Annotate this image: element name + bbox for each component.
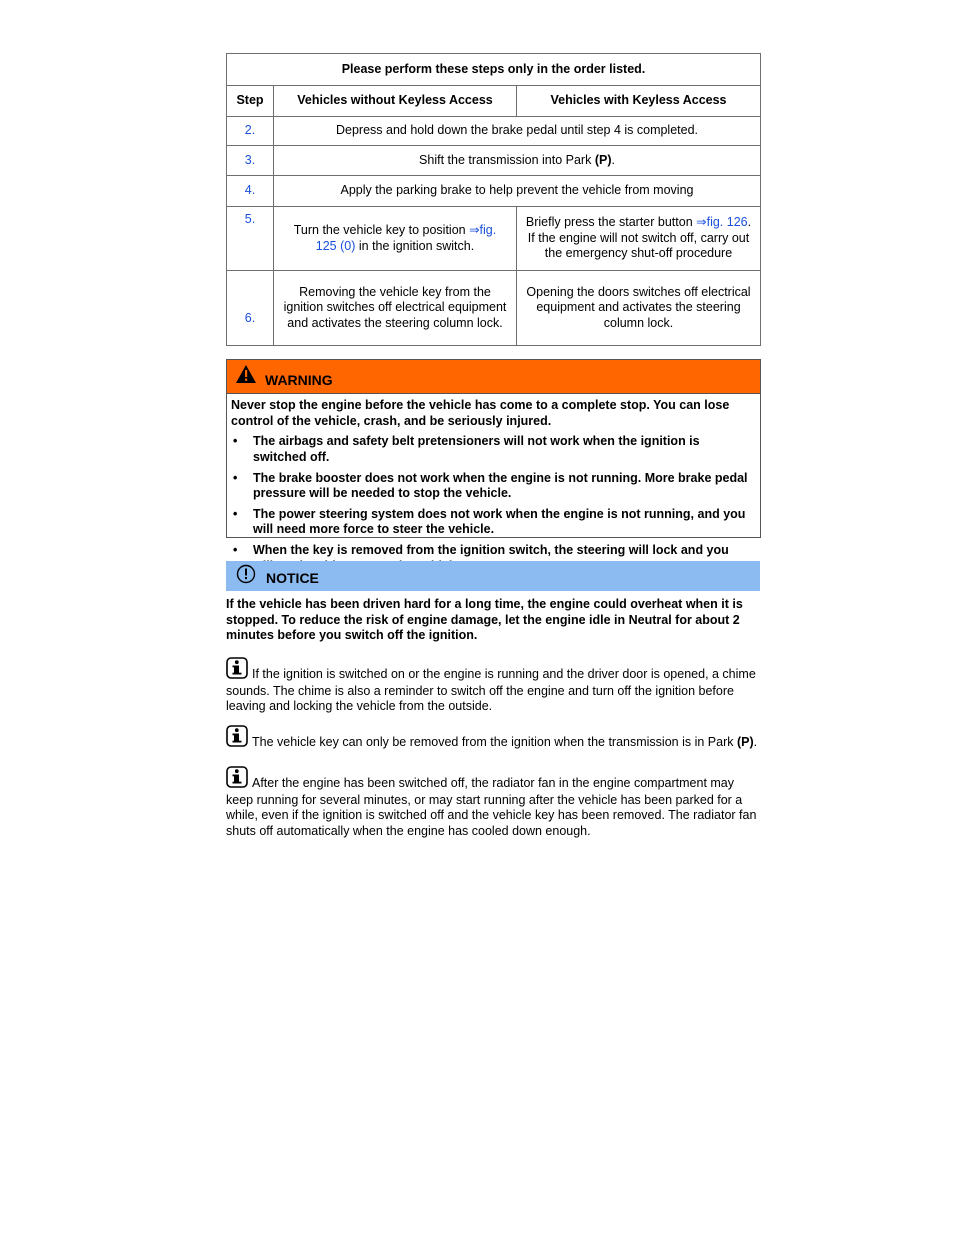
step-text-with-keyless: Briefly press the starter button ⇒fig. 126. If the engine will not switch off, carry out the emergency shut-off procedure [517,207,761,271]
table-row [227,207,761,271]
step-text-without-keyless: Removing the vehicle key from the ignition switches off electrical equipment and activates the steering column lock. [274,271,517,346]
info-i-icon [226,725,248,752]
bullet-icon: • [233,470,238,485]
bullet-icon: • [233,434,238,449]
table-title: Please perform these steps only in the order listed. [227,54,761,86]
warning-body [227,394,760,574]
bullet-icon: • [233,543,238,557]
notice-exclamation-icon [236,564,256,589]
fig-126-link[interactable]: ⇒fig. 126 [696,215,748,230]
table-row [227,146,761,176]
warning-intro: Never stop the engine before the vehicle has come to a complete stop. You can lose control of the vehicle, crash, and be seriously injured. [231,398,730,428]
notice-label: NOTICE [266,570,319,587]
notice-header [226,561,760,591]
info-i-icon [226,657,248,684]
info-paragraph: If the ignition is switched on or the engine is running and the driver door is opened, a chime sounds. The chime is also a reminder to switch off the engine and turn off the ignition before leaving and locking the vehicle from the outside. [226,657,762,715]
step-text: Shift the transmission into Park (P). [274,146,761,176]
warning-bullet: • The airbags and safety belt pretensioners will not work when the ignition is switched off. [233,434,700,464]
table-header-row [227,86,761,117]
warning-label: WARNING [265,371,333,388]
info-paragraph: The vehicle key can only be removed from the ignition when the transmission is in Park (P). [226,725,762,752]
notice-text: If the vehicle has been driven hard for a long time, the engine could overheat when it is stopped. To reduce the risk of engine damage, let the engine idle in Neutral for about 2 minutes before you switch off the ignition. [226,597,743,643]
step-number[interactable]: 4. [227,176,274,207]
fig-125-link[interactable]: ⇒fig. 125 (0) [315,222,497,253]
step-number[interactable]: 5. [227,207,274,271]
info-paragraph: After the engine has been switched off, the radiator fan in the engine compartment may keep running for several minutes, or may start running after the vehicle has been parked for a while, even if the ignition is switched off and the vehicle key has been removed. The radiator fan shuts off automatically when the engine has cooled down enough. [226,766,762,840]
warning-box [226,359,761,557]
bullet-icon: • [233,506,238,521]
warning-triangle-icon [235,364,257,389]
table-row [227,176,761,207]
table-row [227,271,761,346]
step-text: Apply the parking brake to help prevent the vehicle from moving [274,176,761,207]
warning-bullet: • The power steering system does not work when the engine is not running, and you will need more force to steer the vehicle. [233,506,746,537]
info-i-icon [226,766,248,793]
park-symbol: (P) [736,735,754,749]
warning-header [227,360,760,394]
step-number[interactable]: 3. [227,146,274,176]
warning-bullet: • The brake booster does not work when the engine is not running. More brake pedal pressure will be needed to stop the vehicle. [233,470,748,501]
steps-table [226,53,761,346]
header-with-keyless: Vehicles with Keyless Access [517,86,761,117]
step-text-without-keyless: Turn the vehicle key to position ⇒fig. 125 (0) in the ignition switch. [274,207,517,271]
table-row [227,117,761,146]
warning-bullet: • When the key is removed from the ignition switch, the steering will lock and you [231,543,752,574]
step-text: Depress and hold down the brake pedal until step 4 is completed. [274,117,761,146]
step-text-with-keyless: Opening the doors switches off electrical equipment and activates the steering column lock. [517,271,761,346]
header-without-keyless: Vehicles without Keyless Access [274,86,517,117]
step-number[interactable]: 2. [227,117,274,146]
step-number[interactable]: 6. [227,271,274,346]
header-step: Step [227,86,274,117]
park-symbol: (P) [594,152,612,167]
